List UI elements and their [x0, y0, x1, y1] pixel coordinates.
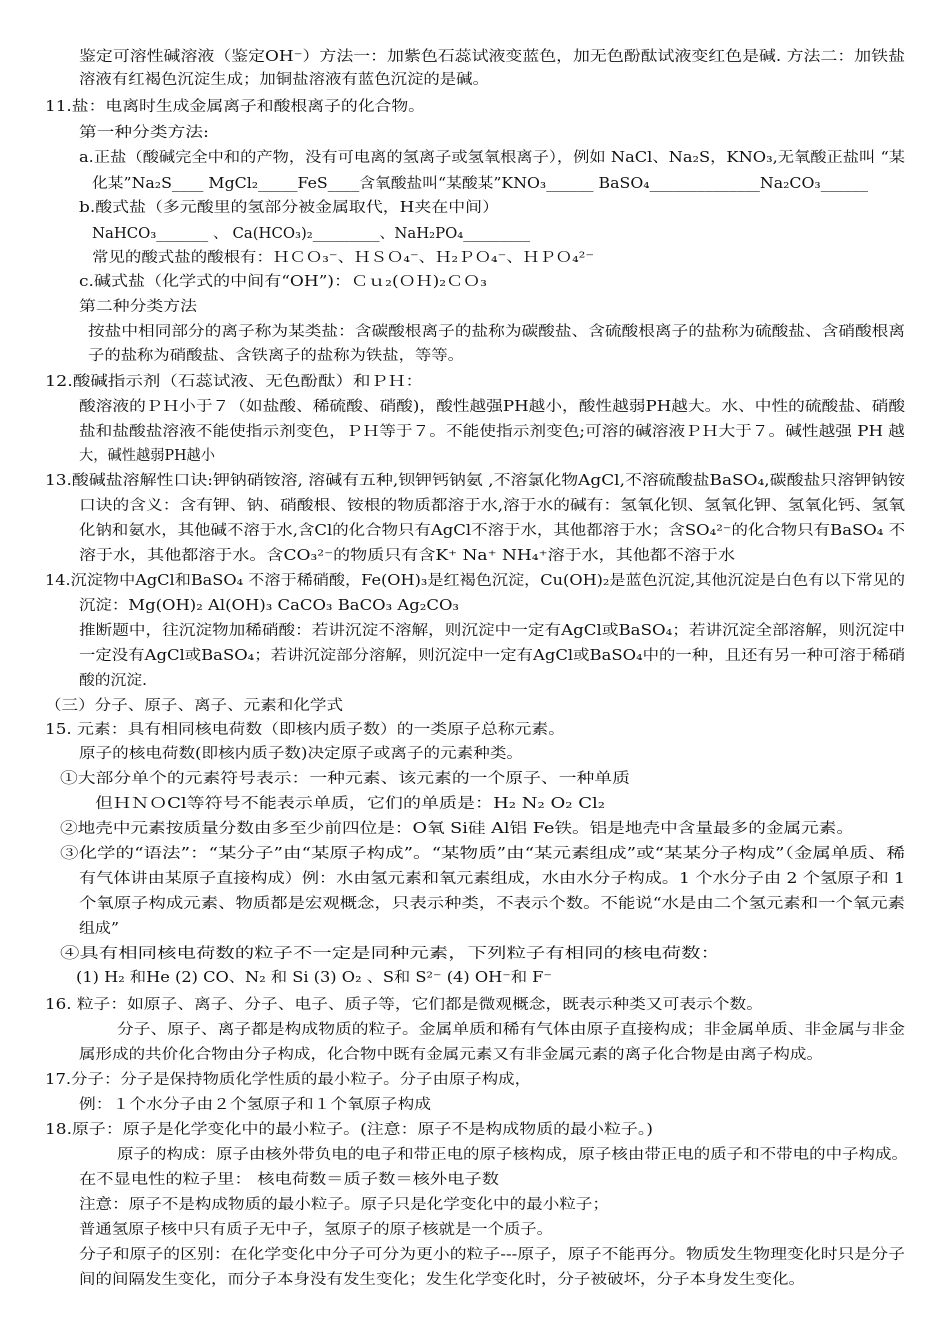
text-line-content: 12.酸碱指示剂（石蕊试液、无色酚酞）和ＰＨ：: [45, 374, 423, 390]
text-line: [60, 819, 854, 841]
text-line: [45, 372, 423, 394]
text-line: [60, 844, 905, 866]
text-line: [76, 968, 552, 990]
text-line: [79, 521, 905, 543]
text-line: [88, 322, 905, 344]
text-line-content: 常见的酸式盐的酸根有：ＨＣＯ₃⁻、ＨＳＯ₄⁻、Ｈ₂ＰＯ₄⁻、ＨＰＯ₄²⁻: [92, 250, 595, 266]
text-line: [95, 794, 605, 816]
text-line-content: 在不显电性的粒子里： 核电荷数＝质子数＝核外电子数: [79, 1172, 499, 1188]
text-line-content: 13.酸碱盐溶解性口诀:钾钠硝铵溶, 溶碱有五种,钡钾钙钠氨 ,不溶氯化物AgCl,不溶硫酸盐BaSO₄,碳酸盐只溶钾钠铵: [45, 473, 906, 489]
text-line-content: a.正盐（酸碱完全中和的产物，没有可电离的氢离子或氢氧根离子），例如 NaCl、Na₂S，KNO₃,无氧酸正盐叫 “某: [79, 150, 906, 166]
text-line: [79, 894, 905, 916]
text-line: [45, 571, 905, 593]
text-line-content: 子的盐称为硝酸盐、含铁离子的盐称为铁盐，等等。: [88, 348, 464, 364]
text-line: [117, 1145, 908, 1167]
text-line-content: ③化学的“语法”：“某分子”由“某原子构成”。“某物质”由“某元素组成”或“某某分子构成”（金属单质、稀: [60, 846, 905, 862]
text-line: [79, 397, 905, 419]
text-line-content: 酸的沉淀.: [79, 673, 148, 689]
text-line: [92, 248, 594, 270]
text-line-content: 盐和盐酸盐溶液不能使指示剂变色，ＰＨ等于７。不能使指示剂变色;可溶的碱溶液ＰＨ大于７。碱性越强 PH 越: [79, 424, 906, 440]
text-line-content: NaHCO₃_______ 、 Ca(HCO₃)₂_________、NaH₂PO₄_________: [92, 226, 531, 242]
text-line: [45, 1120, 653, 1142]
text-line: [45, 696, 343, 718]
text-line-content: 分子、原子、离子都是构成物质的粒子。金属单质和稀有气体由原子直接构成；非金属单质、非金属与非金: [117, 1022, 906, 1038]
text-line-content: 推断题中，往沉淀物加稀硝酸：若讲沉淀不溶解，则沉淀中一定有AgCl或BaSO₄；若讲沉淀全部溶解，则沉淀中: [79, 623, 906, 639]
text-line-content: 化某”Na₂S____ MgCl₂_____FeS____含氧酸盐叫“某酸某”KNO₃______ BaSO₄______________Na₂CO₃______: [92, 176, 869, 192]
text-line: [79, 47, 905, 69]
text-line-content: 16. 粒子：如原子、离子、分子、电子、质子等，它们都是微观概念，既表示种类又可表示个数。: [45, 997, 763, 1013]
text-line: [79, 919, 119, 941]
text-line: [79, 272, 487, 294]
text-line-content: 原子的核电荷数(即核内质子数)决定原子或离子的元素种类。: [79, 746, 523, 762]
text-line-content: 酸溶液的ＰＨ小于７（如盐酸、稀硫酸、硝酸)，酸性越强PH越小，酸性越弱PH越大。水、中性的硫酸盐、硝酸: [79, 399, 906, 415]
text-line: [79, 1245, 905, 1267]
text-line: [60, 944, 720, 966]
text-line: [45, 97, 425, 119]
text-line: [79, 1095, 431, 1117]
text-line-content: 原子的构成：原子由核外带负电的电子和带正电的原子核构成，原子核由带正电的质子和不带电的中子构成。: [117, 1147, 909, 1163]
text-line: [79, 198, 499, 220]
text-line: [79, 671, 147, 693]
text-line: [79, 621, 905, 643]
text-line: [79, 869, 905, 891]
text-line-content: 普通氢原子核中只有质子无中子，氢原子的原子核就是一个质子。: [79, 1222, 553, 1238]
text-line-content: 化钠和氨水，其他碱不溶于水,含Cl的化合物只有AgCl不溶于水，其他都溶于水；含SO₄²⁻的化合物只有BaSO₄ 不: [79, 523, 906, 539]
text-line-content: b.酸式盐（多元酸里的氢部分被金属取代，H夹在中间）: [79, 200, 499, 216]
text-line: [45, 1070, 531, 1092]
text-line-content: （三）分子、原子、离子、元素和化学式: [45, 698, 344, 714]
text-line: [117, 1020, 905, 1042]
text-line: [92, 174, 868, 196]
text-line-content: 个氧原子构成元素、物质都是宏观概念，只表示种类，不表示个数。不能说“水是由二个氢元素和一个氧元素: [79, 896, 906, 912]
text-line-content: 按盐中相同部分的离子称为某类盐：含碳酸根离子的盐称为碳酸盐、含硫酸根离子的盐称为硫酸盐、含硝酸根离: [88, 324, 906, 340]
text-line-content: 有气体讲由某原子直接构成）例：水由氢元素和氧元素组成，水由水分子构成。1 个水分子由 2 个氢原子和 1: [79, 871, 905, 887]
text-line: [79, 148, 905, 170]
text-line-content: 沉淀：Mg(OH)₂ Al(OH)₃ CaCO₃ BaCO₃ Ag₂CO₃: [79, 598, 460, 614]
text-line: [79, 596, 459, 618]
text-line-content: ①大部分单个的元素符号表示：一种元素、该元素的一个原子、一种单质: [60, 771, 630, 787]
text-line-content: 组成”: [79, 921, 119, 937]
text-line: [79, 744, 523, 766]
text-line: [92, 224, 530, 246]
text-line-content: 17.分子：分子是保持物质化学性质的最小粒子。分子由原子构成，: [45, 1072, 531, 1088]
text-line: [45, 995, 763, 1017]
text-line-content: 但ＨＮＯCl等符号不能表示单质，它们的单质是：H₂ N₂ O₂ Cl₂: [95, 796, 606, 812]
text-line: [79, 496, 905, 518]
text-line: [79, 1195, 609, 1217]
text-line-content: (1) H₂ 和He (2) CO、N₂ 和 Si (3) O₂ 、S和 S²⁻ (4) OH⁻和 F⁻: [76, 970, 552, 986]
text-line-content: 11.盐：电离时生成金属离子和酸根离子的化合物。: [45, 99, 426, 115]
text-line: [79, 646, 905, 668]
text-line-content: c.碱式盐（化学式的中间有“OH”)：Ｃｕ₂(ＯＨ)₂ＣＯ₃: [79, 274, 487, 290]
text-line-content: 18.原子：原子是化学变化中的最小粒子。(注意：原子不是构成物质的最小粒子。): [45, 1122, 653, 1138]
text-line: [88, 346, 464, 368]
text-line-content: 14.沉淀物中AgCl和BaSO₄ 不溶于稀硝酸，Fe(OH)₃是红褐色沉淀，Cu(OH)₂是蓝色沉淀,其他沉淀是白色有以下常见的: [45, 573, 905, 589]
text-line: [79, 297, 197, 319]
text-line-content: 第一种分类方法:: [79, 125, 209, 141]
text-line-content: 15. 元素：具有相同核电荷数（即核内质子数）的一类原子总称元素。: [45, 722, 566, 738]
text-line: [79, 422, 905, 444]
text-line: [45, 720, 565, 742]
text-line: [45, 471, 905, 493]
text-line-content: 分子和原子的区别：在化学变化中分子可分为更小的粒子---原子，原子不能再分。物质发生物理变化时只是分子: [79, 1247, 905, 1263]
text-line-content: 例：１个水分子由２个氢原子和１个氧原子构成: [79, 1097, 432, 1113]
text-line: [79, 1045, 823, 1067]
text-line-content: 溶液有红褐色沉淀生成；加铜盐溶液有蓝色沉淀的是碱。: [79, 72, 489, 88]
text-line: [79, 546, 735, 568]
text-line: [79, 446, 215, 468]
text-line: [79, 1170, 499, 1192]
text-line-content: 口诀的含义：含有钾、钠、硝酸根、铵根的物质都溶于水,溶于水的碱有：氢氧化钡、氢氧化钾、氢氧化钙、氢氧: [79, 498, 906, 514]
text-line: [60, 769, 630, 791]
text-line-content: 属形成的共价化合物由分子构成，化合物中既有金属元素又有非金属元素的离子化合物是由离子构成。: [79, 1047, 823, 1063]
text-line-content: 一定没有AgCl或BaSO₄；若讲沉淀部分溶解，则沉淀中一定有AgCl或BaSO₄中的一种，且还有另一种可溶于稀硝: [79, 648, 906, 664]
text-line-content: 注意：原子不是构成物质的最小粒子。原子只是化学变化中的最小粒子；: [79, 1197, 609, 1213]
text-line-content: 鉴定可溶性碱溶液（鉴定OH⁻）方法一：加紫色石蕊试液变蓝色，加无色酚酞试液变红色是碱. 方法二：加铁盐: [79, 49, 906, 65]
text-line-content: ②地壳中元素按质量分数由多至少前四位是：O氧 Si硅 Al铝 Fe铁。铝是地壳中含量最多的金属元素。: [60, 821, 855, 837]
text-line-content: 大，碱性越弱PH越小: [79, 448, 215, 464]
text-line: [79, 1270, 805, 1292]
text-line: [79, 123, 209, 145]
text-line-content: 溶于水，其他都溶于水。含CO₃²⁻的物质只有含K⁺ Na⁺ NH₄⁺溶于水，其他都不溶于水: [79, 548, 735, 564]
text-line-content: ④具有相同核电荷数的粒子不一定是同种元素，下列粒子有相同的核电荷数：: [60, 946, 720, 962]
text-line: [79, 70, 489, 92]
text-line-content: 间的间隔发生变化，而分子本身没有发生变化；发生化学变化时，分子被破坏，分子本身发生变化。: [79, 1272, 805, 1288]
text-line: [79, 1220, 553, 1242]
text-line-content: 第二种分类方法: [79, 299, 198, 315]
